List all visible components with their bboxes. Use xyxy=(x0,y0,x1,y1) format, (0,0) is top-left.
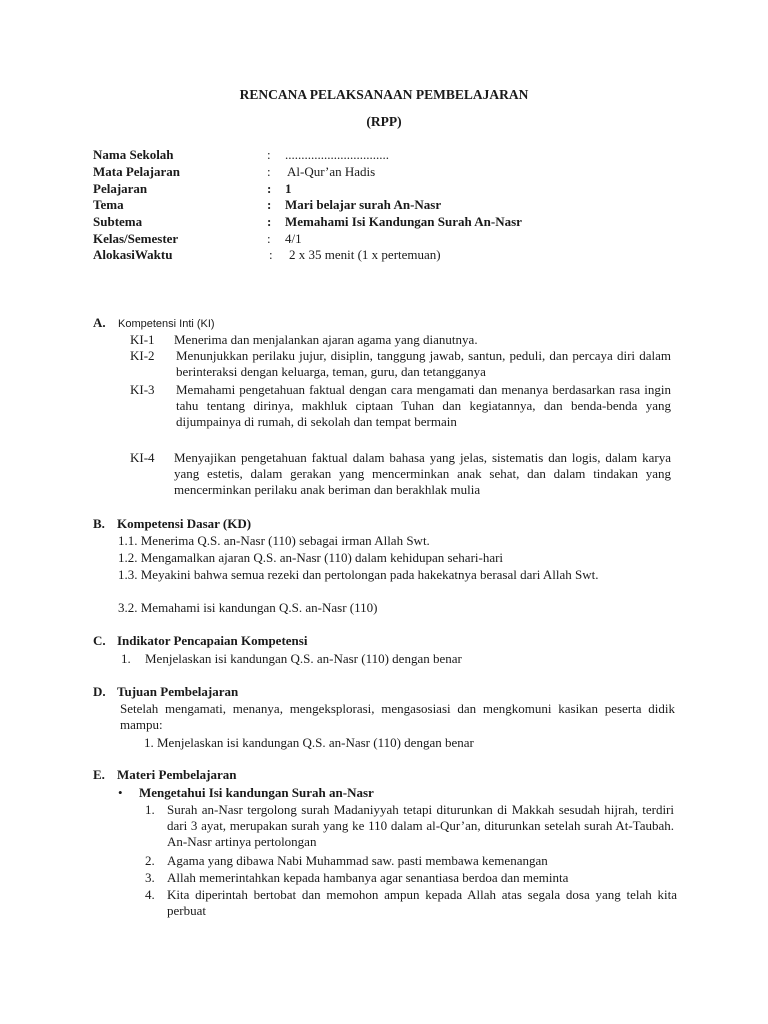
bullet-icon: • xyxy=(118,785,123,800)
identity-label-class: Kelas/Semester xyxy=(93,231,179,246)
section-e-subtitle: Mengetahui Isi kandungan Surah an-Nasr xyxy=(139,785,374,800)
identity-value-subtheme: Memahami Isi Kandungan Surah An-Nasr xyxy=(285,214,522,229)
identity-value-lesson: 1 xyxy=(285,181,292,196)
materi-num: 1. xyxy=(145,802,155,817)
kd-item: 1.3. Meyakini bahwa semua rezeki dan pertolongan pada hakekatnya berasal dari Allah Swt. xyxy=(118,567,599,582)
page-subtitle: (RPP) xyxy=(366,114,402,129)
indicator-num: 1. xyxy=(121,651,131,666)
kd-item: 3.2. Memahami isi kandungan Q.S. an-Nasr (110) xyxy=(118,600,378,615)
section-e-title: Materi Pembelajaran xyxy=(117,767,237,782)
materi-num: 4. xyxy=(145,887,155,902)
identity-value-theme: Mari belajar surah An-Nasr xyxy=(285,197,442,212)
indicator-text: Menjelaskan isi kandungan Q.S. an-Nasr (110) dengan benar xyxy=(145,651,462,666)
identity-label-lesson: Pelajaran xyxy=(93,181,148,196)
identity-colon: : xyxy=(267,197,272,212)
materi-text: Allah memerintahkan kepada hambanya agar senantiasa berdoa dan meminta xyxy=(167,870,569,885)
section-a-letter: A. xyxy=(93,315,106,330)
identity-value-class: 4/1 xyxy=(285,231,302,246)
materi-num: 2. xyxy=(145,853,155,868)
identity-value-subject: Al-Qur’an Hadis xyxy=(287,164,376,179)
section-d-title: Tujuan Pembelajaran xyxy=(117,684,239,699)
identity-colon: : xyxy=(269,247,273,262)
identity-label-time: AlokasiWaktu xyxy=(93,247,173,262)
materi-text: Surah an-Nasr tergolong surah Madaniyyah tetapi diturunkan di Makkah sesudah hijrah, terdiri dari 3 ayat, merupakan surah yang ke 110 dalam al-Qur’an, diturunkan setelah surah At-Taubah. An-Nasr artinya pertolongan xyxy=(167,802,674,849)
ki-code: KI-4 xyxy=(130,450,155,465)
identity-label-school: Nama Sekolah xyxy=(93,147,174,162)
identity-label-subject: Mata Pelajaran xyxy=(93,164,181,179)
objective-item: 1. Menjelaskan isi kandungan Q.S. an-Nasr (110) dengan benar xyxy=(144,735,474,750)
ki-text: Memahami pengetahuan faktual dengan cara mengamati dan menanya berdasarkan rasa ingin tahu tentang dirinya, makhluk ciptaan Tuhan dan kegiatannya, dan benda-benda yang dijumpainya di rumah, di sekolah dan tempat bermain xyxy=(176,382,671,429)
identity-label-theme: Tema xyxy=(93,197,124,212)
section-a-title: Kompetensi Inti (KI) xyxy=(118,318,215,330)
ki-code: KI-3 xyxy=(130,382,155,397)
ki-code: KI-1 xyxy=(130,332,155,347)
identity-value-school: ................................ xyxy=(285,147,389,162)
ki-text: Menerima dan menjalankan ajaran agama yang dianutnya. xyxy=(174,332,478,347)
identity-label-subtheme: Subtema xyxy=(93,214,143,229)
section-c-letter: C. xyxy=(93,633,106,648)
section-b-letter: B. xyxy=(93,516,105,531)
materi-text: Kita diperintah bertobat dan memohon ampun kepada Allah atas segala dosa yang telah kita perbuat xyxy=(167,887,677,918)
ki-code: KI-2 xyxy=(130,348,155,363)
identity-colon: : xyxy=(267,231,271,246)
materi-text: Agama yang dibawa Nabi Muhammad saw. pasti membawa kemenangan xyxy=(167,853,548,868)
ki-text: Menyajikan pengetahuan faktual dalam bahasa yang jelas, sistematis dan logis, dalam karya yang estetis, dalam gerakan yang mencerminkan anak sehat, dan dalam tindakan yang mencerminkan perilaku anak beriman dan berakhlak mulia xyxy=(174,450,671,497)
kd-item: 1.1. Menerima Q.S. an-Nasr (110) sebagai irman Allah Swt. xyxy=(118,533,430,548)
identity-colon: : xyxy=(267,214,272,229)
identity-value-time: 2 x 35 menit (1 x pertemuan) xyxy=(289,247,441,262)
section-d-letter: D. xyxy=(93,684,106,699)
kd-item: 1.2. Mengamalkan ajaran Q.S. an-Nasr (110) dalam kehidupan sehari-hari xyxy=(118,550,504,565)
ki-text: Menunjukkan perilaku jujur, disiplin, tanggung jawab, santun, peduli, dan percaya diri dalam berinteraksi dengan keluarga, teman, guru, dan tetangganya xyxy=(176,348,671,379)
materi-num: 3. xyxy=(145,870,155,885)
section-c-title: Indikator Pencapaian Kompetensi xyxy=(117,633,308,648)
identity-colon: : xyxy=(267,147,271,162)
section-b-title: Kompetensi Dasar (KD) xyxy=(117,516,252,531)
page-title: RENCANA PELAKSANAAN PEMBELAJARAN xyxy=(239,87,529,102)
identity-colon: : xyxy=(267,164,271,179)
section-e-letter: E. xyxy=(93,767,105,782)
identity-colon: : xyxy=(267,181,272,196)
section-d-intro: Setelah mengamati, menanya, mengeksplorasi, mengasosiasi dan mengkomuni kasikan peserta didik mampu: xyxy=(120,701,675,732)
